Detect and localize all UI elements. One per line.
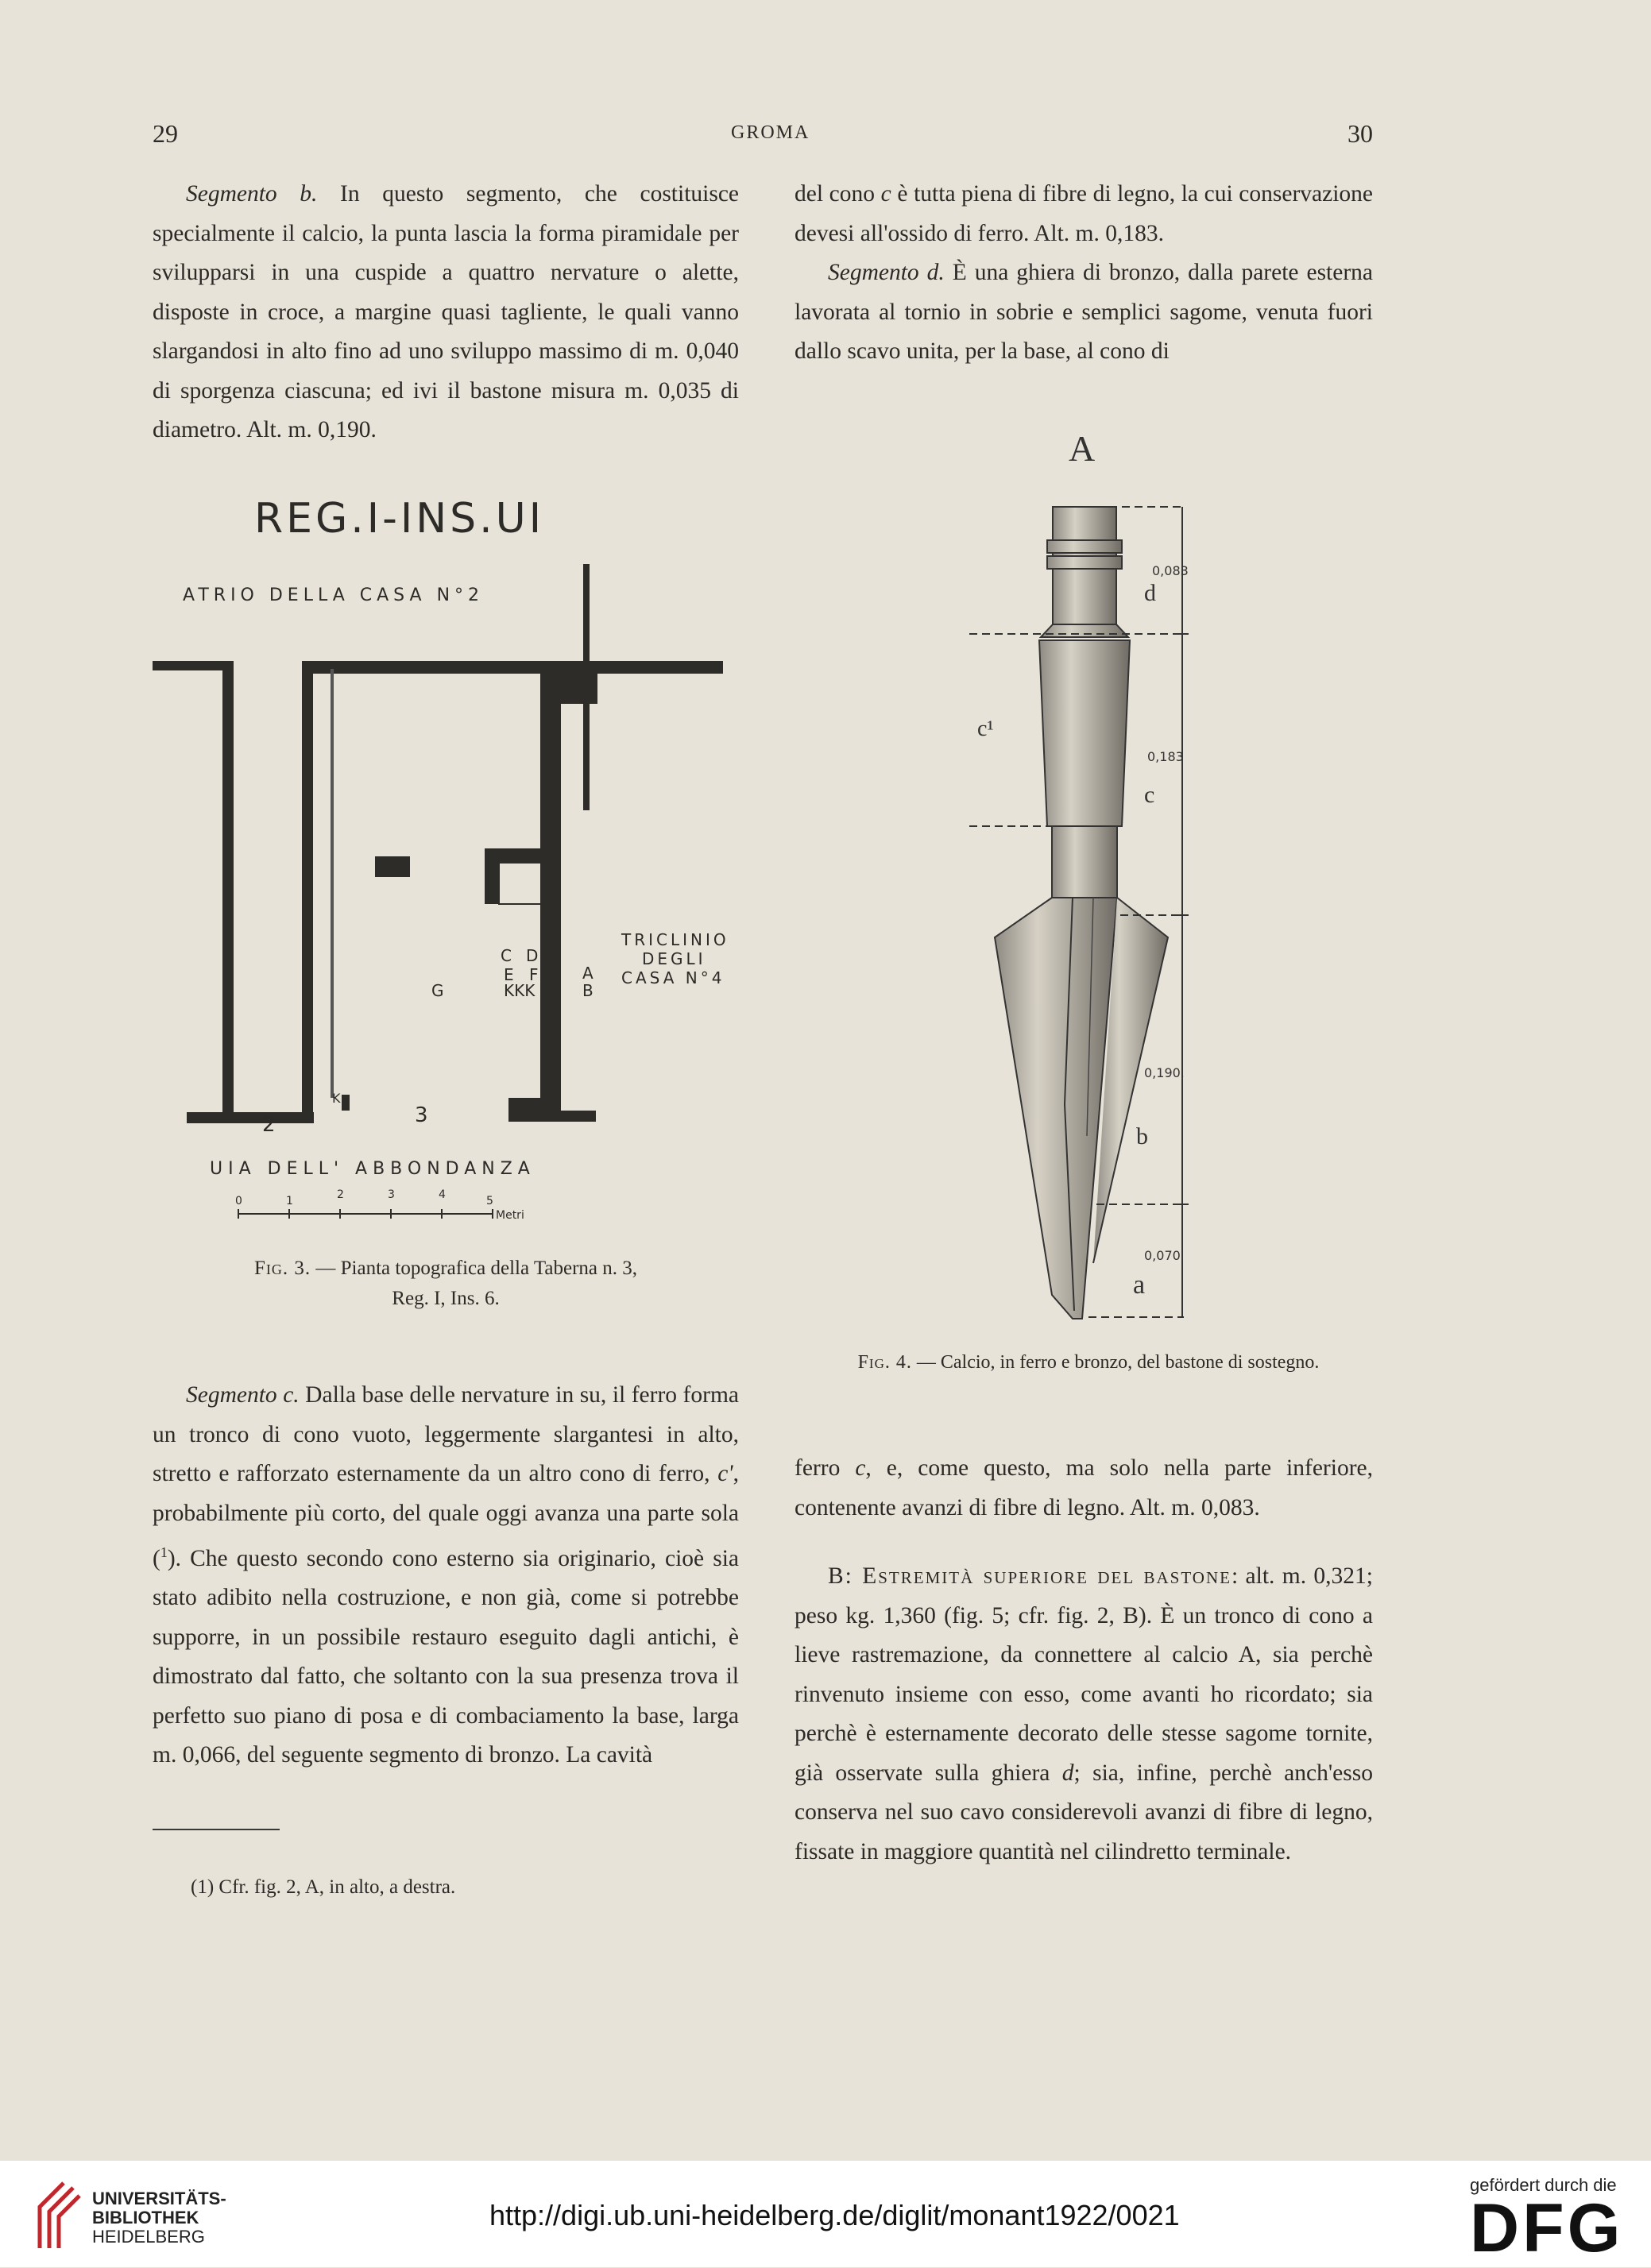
svg-text:C: C	[501, 946, 512, 965]
svg-text:Metri: Metri	[496, 1209, 524, 1222]
paragraph-segmento-d	[795, 253, 1373, 372]
svg-text:2: 2	[262, 1113, 276, 1137]
paragraph-text: In questo segmento, che costituisce specialmente il calcio, la punta lascia la forma piramidale per svilupparsi in una cuspide a quattro nervature o alette, disposte in croce, a margine quasi tagliente, le quali vanno slargandosi in alto fino ad uno sviluppo massimo di m. 0,040 di sporgenza ciascuna; ed ivi il bastone misura m. 0,035 di diametro. Alt. m. 0,190.	[153, 181, 740, 442]
digital-library-url-link[interactable]: http://digi.ub.uni-heidelberg.de/diglit/monant1922/0021	[489, 2199, 1180, 2231]
italic-d: d	[1061, 1760, 1074, 1786]
svg-text:3: 3	[415, 1103, 428, 1127]
svg-text:c: c	[1144, 782, 1155, 808]
plan-label-atrio: ATRIO DELLA CASA N°2	[183, 585, 485, 605]
page-number-right: 30	[1347, 119, 1373, 148]
right-column-top	[795, 175, 1373, 372]
left-column-top	[153, 175, 739, 450]
svg-text:DEGLI: DEGLI	[642, 949, 706, 968]
svg-text:d: d	[1144, 580, 1156, 606]
svg-text:0,190.: 0,190.	[1144, 1065, 1185, 1080]
svg-text:K: K	[332, 1091, 341, 1106]
italic-c-prime: c'	[717, 1461, 733, 1486]
funded-by-label: gefördert durch die	[1470, 2175, 1617, 2195]
footnote-ref: 1	[160, 1544, 168, 1560]
plan-scale-bar	[235, 1188, 524, 1222]
caption-fig-label: Fig. 4.	[857, 1352, 912, 1373]
paragraph-text: , probabilmente più corto, del quale oggi avanza una parte sola (	[153, 1461, 739, 1571]
lead-segmento-c: Segmento c.	[186, 1382, 300, 1408]
caption-line-1: — Pianta topografica della Taberna n. 3,	[311, 1258, 637, 1279]
paragraph-text: ferro	[795, 1455, 856, 1481]
segment-c-neck	[1052, 826, 1117, 899]
svg-text:F: F	[529, 965, 539, 984]
right-column-bottom	[795, 1557, 1373, 1872]
svg-text:KKK: KKK	[504, 981, 536, 1000]
caption-fig-label: Fig. 3.	[254, 1258, 311, 1279]
figure-4-title: A	[1069, 428, 1096, 469]
italic-c: c	[855, 1455, 866, 1481]
segment-b-cusp	[995, 898, 1117, 1319]
paragraph-text: del cono	[795, 181, 881, 207]
plan-title: REG.I-INS.UI	[254, 495, 545, 543]
svg-text:0,183: 0,183	[1147, 749, 1184, 764]
figure-3-plan	[143, 485, 747, 1231]
svg-text:4: 4	[439, 1188, 446, 1201]
svg-text:CASA N°4: CASA N°4	[621, 968, 725, 987]
plan-label-via: UIA DELL' ABBONDANZA	[210, 1159, 536, 1179]
dfg-logo: DFG	[1470, 2190, 1624, 2266]
plan-label-triclinio	[621, 930, 729, 987]
italic-c: c	[880, 181, 891, 207]
plan-room-box	[499, 863, 547, 904]
svg-text:D: D	[526, 946, 539, 965]
paragraph-text: Dalla base delle nervature in su, il ferro forma un tronco di cono vuoto, leggermente slargantesi in alto, stretto e rafforzato esternamente da un altro cono di ferro,	[153, 1382, 739, 1486]
paragraph-text: È una ghiera di bronzo, dalla parete esterna lavorata al tornio in sobrie e semplici sagome, venuta fuori dallo scavo unita, per la base, al cono di	[795, 260, 1373, 364]
section-heading-b: B: Estremità superiore del bastone	[828, 1563, 1231, 1589]
paragraph-text: è tutta piena di fibre di legno, la cui conservazione devesi all'ossido di ferro. Alt. m. 0,183.	[795, 181, 1374, 246]
running-title: GROMA	[731, 122, 810, 143]
paragraph-segmento-c	[153, 1376, 739, 1775]
svg-text:2: 2	[337, 1188, 344, 1201]
svg-text:5: 5	[486, 1195, 493, 1207]
lead-segmento-d: Segmento d.	[828, 260, 945, 285]
page-number-left: 29	[153, 119, 178, 148]
segment-c-cone	[1039, 640, 1130, 826]
right-column-middle	[795, 1449, 1373, 1528]
plan-walls	[153, 564, 723, 1123]
paragraph-text: ; sia, infine, perchè anch'esso conserva nel suo cavo considerevoli avanzi di fibre di legno, fissate in maggiore quantità nel cilindretto terminale.	[795, 1760, 1373, 1864]
svg-text:c¹: c¹	[977, 717, 994, 741]
footnote	[191, 1876, 455, 1899]
paragraph-text: , e, come questo, ma solo nella parte inferiore, contenente avanzi di fibre di legno. Alt. m. 0,083.	[795, 1455, 1373, 1520]
svg-text:B: B	[582, 981, 594, 1000]
caption-text: — Calcio, in ferro e bronzo, del bastone di sostegno.	[911, 1352, 1320, 1373]
svg-text:0,083: 0,083	[1152, 563, 1189, 578]
svg-text:G: G	[431, 981, 444, 1000]
paragraph-b-estremita	[795, 1557, 1373, 1872]
figure-3-caption	[153, 1254, 739, 1314]
svg-text:1: 1	[286, 1195, 293, 1207]
paragraph-text: ). Che questo secondo cono esterno sia originario, cioè sia stato adibito nella costruzione, e non già, come si potrebbe supporre, in un possibile restauro eseguito dagli antichi, è dimostrato dal fatto, che soltanto con la sua presenza trova il perfetto suo piano di posa e di combaciamento la base, larga m. 0,066, del seguente segmento di bronzo. La cavità	[153, 1545, 739, 1768]
svg-text:a: a	[1133, 1270, 1146, 1300]
svg-text:0: 0	[235, 1195, 242, 1207]
footnote-rule	[153, 1829, 280, 1830]
library-footer	[0, 2161, 1651, 2267]
svg-text:A: A	[582, 964, 594, 983]
footnote-text: Cfr. fig. 2, A, in alto, a destra.	[214, 1876, 456, 1898]
svg-text:3: 3	[388, 1188, 395, 1201]
university-library-logo-icon	[32, 2175, 83, 2251]
paragraph-continued	[795, 175, 1373, 253]
paragraph-segmento-d-end	[795, 1449, 1373, 1528]
paragraph-segmento-b	[153, 175, 739, 450]
library-name: UNIVERSITÄTS- BIBLIOTHEK HEIDELBERG	[92, 2189, 226, 2247]
svg-text:b: b	[1136, 1123, 1148, 1149]
svg-text:E: E	[504, 965, 514, 984]
segment-d-ghiera	[1041, 507, 1128, 637]
svg-text:0,070: 0,070	[1144, 1248, 1181, 1263]
lead-segmento-b: Segmento b.	[186, 181, 318, 207]
left-column-bottom	[153, 1376, 739, 1775]
paragraph-text: : alt. m. 0,321; peso kg. 1,360 (fig. 5; cfr. fig. 2, B). È un tronco di cono a lieve rastremazione, da connettere al calcio A, sia perchè rinvenuto insieme con esso, come avanti ho ricordato; sia perchè è esternamente decorato delle stesse sagome tornite, già osservate sulla ghiera	[795, 1563, 1373, 1786]
figure-4-drawing	[953, 421, 1239, 1327]
figure-4-caption	[795, 1347, 1382, 1377]
svg-text:TRICLINIO: TRICLINIO	[621, 930, 729, 949]
caption-line-2: Reg. I, Ins. 6.	[392, 1288, 500, 1309]
footnote-mark: (1)	[191, 1876, 215, 1898]
